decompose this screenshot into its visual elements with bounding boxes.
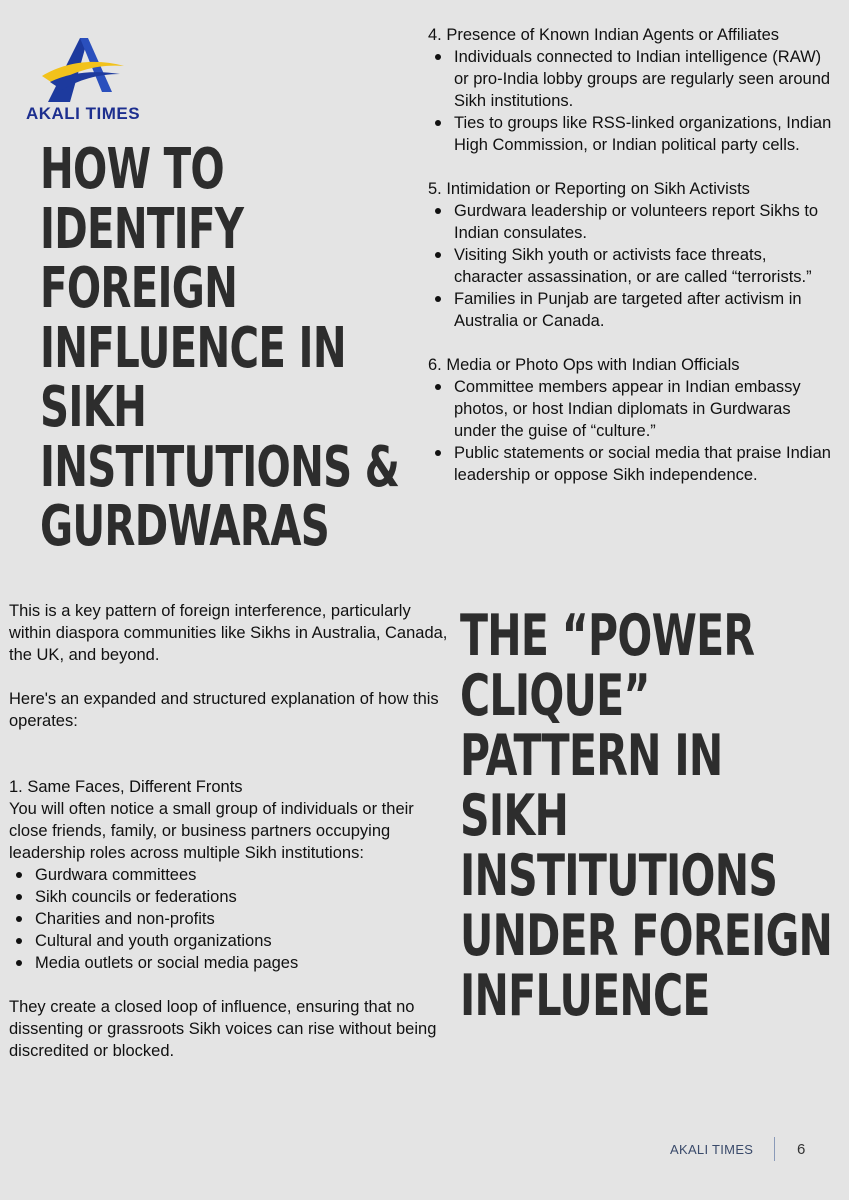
list-item: Cultural and youth organizations: [35, 930, 449, 952]
headline-line: HOW TO: [40, 137, 224, 202]
headline-power-clique: [460, 603, 834, 1029]
bullet-list: [9, 864, 449, 974]
headline-line: PATTERN IN: [460, 723, 723, 789]
footer-divider: [774, 1137, 775, 1161]
headline-line: INSTITUTIONS &: [40, 434, 400, 500]
headline-line: FOREIGN: [40, 256, 238, 321]
bullet-list: [428, 376, 833, 486]
closing-paragraph: They create a closed loop of influence, ensuring that no dissenting or grassroots Sikh voices can rise without being discredited or blocked.: [9, 998, 437, 1060]
footer-brand: AKALI TIMES: [670, 1142, 754, 1157]
headline-line: INSTITUTIONS: [460, 843, 778, 909]
headline-line: GURDWARAS: [40, 494, 330, 559]
section-paragraph: You will often notice a small group of individuals or their close friends, family, or business partners occupying leadership roles across multiple Sikh institutions:: [9, 800, 414, 862]
headline-line: THE “POWER: [460, 603, 755, 669]
list-item: Sikh councils or federations: [35, 886, 449, 908]
bullet-list: [428, 200, 833, 332]
akali-times-logo: [18, 32, 148, 127]
left-column-intro: [9, 600, 449, 1062]
headline-line: SIKH: [40, 375, 147, 440]
list-item: Individuals connected to Indian intelligence (RAW) or pro-India lobby groups are regularly seen around Sikh institutions.: [454, 46, 833, 112]
headline-line: IDENTIFY: [40, 196, 244, 262]
headline-line: UNDER FOREIGN: [460, 903, 833, 969]
headline-identify-foreign-influence: [40, 137, 400, 559]
intro-paragraph: Here's an expanded and structured explanation of how this operates:: [9, 690, 439, 730]
right-column-sections: [428, 24, 833, 486]
section-title: 1. Same Faces, Different Fronts: [9, 778, 243, 796]
page-number: 6: [797, 1141, 806, 1158]
list-item: Visiting Sikh youth or activists face threats, character assassination, or are called “terrorists.”: [454, 244, 833, 288]
list-item: Media outlets or social media pages: [35, 952, 449, 974]
bullet-list: [428, 46, 833, 156]
headline-line: SIKH: [460, 783, 569, 849]
headline-line: CLIQUE”: [460, 663, 650, 729]
list-item: Families in Punjab are targeted after activism in Australia or Canada.: [454, 288, 833, 332]
intro-paragraph: This is a key pattern of foreign interference, particularly within diaspora communities like Sikhs in Australia, Canada, the UK, and beyond.: [9, 602, 448, 664]
list-item: Charities and non-profits: [35, 908, 449, 930]
logo-brand-text: AKALI TIMES: [25, 104, 141, 123]
section-title: 5. Intimidation or Reporting on Sikh Activists: [428, 180, 750, 198]
list-item: Gurdwara committees: [35, 864, 449, 886]
logo-a-mark-icon: [40, 32, 126, 104]
list-item: Public statements or social media that praise Indian leadership or oppose Sikh independence.: [454, 442, 833, 486]
list-item: Gurdwara leadership or volunteers report Sikhs to Indian consulates.: [454, 200, 833, 244]
section-title: 6. Media or Photo Ops with Indian Officials: [428, 356, 740, 374]
headline-line: INFLUENCE IN: [40, 315, 346, 381]
section-title: 4. Presence of Known Indian Agents or Affiliates: [428, 26, 780, 44]
list-item: Committee members appear in Indian embassy photos, or host Indian diplomats in Gurdwaras under the guise of “culture.”: [454, 376, 833, 442]
list-item: Ties to groups like RSS-linked organizations, Indian High Commission, or Indian political party cells.: [454, 114, 832, 154]
headline-line: INFLUENCE: [460, 963, 710, 1029]
